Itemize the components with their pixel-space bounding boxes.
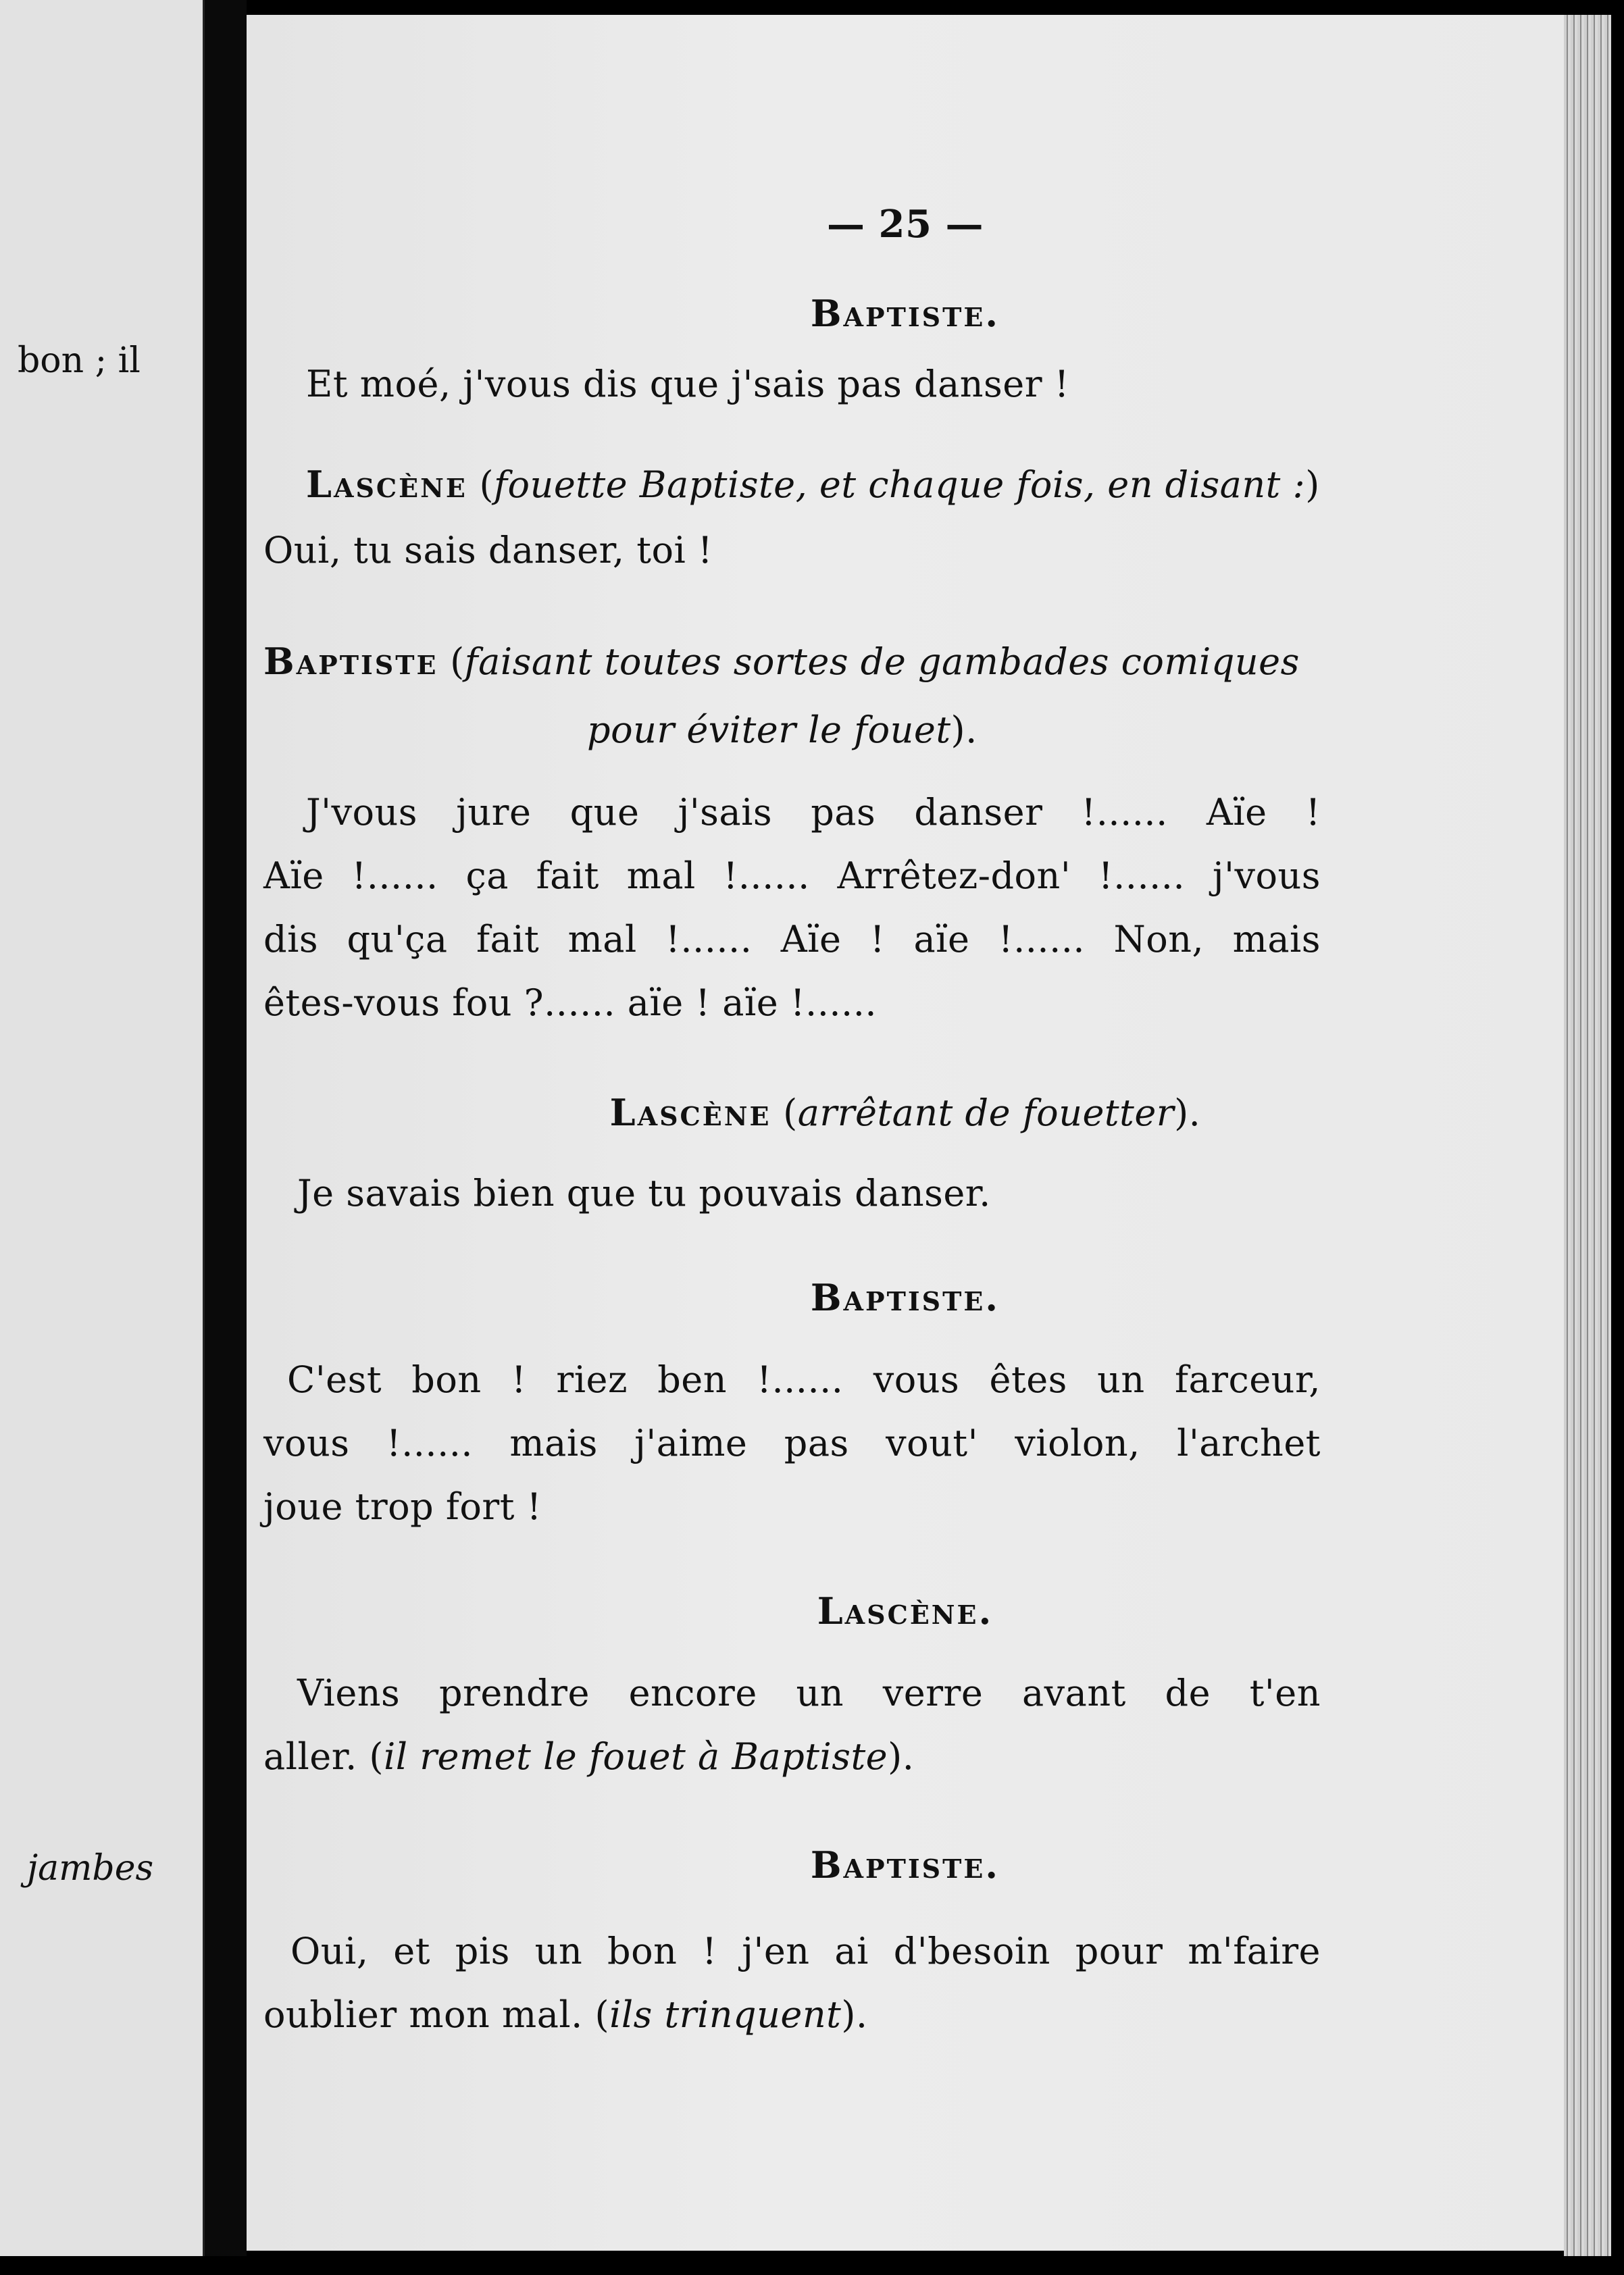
speaker-name: Baptiste. [810, 292, 1000, 335]
stage-paren: ( [467, 463, 494, 506]
book-page [247, 15, 1564, 2251]
dialogue-line: vous !...... mais j'aime pas vout' violon, l'archet [263, 1422, 1321, 1464]
dialogue-line: êtes-vous fou ?...... aïe ! aïe !...... [263, 981, 878, 1024]
scan-border [0, 2256, 1624, 2275]
dialogue-line: Oui, et pis un bon ! j'en ai d'besoin pour m'faire [290, 1930, 1321, 1972]
stage-heading [306, 463, 1320, 506]
dialogue-line: J'vous jure que j'sais pas danser !...... Aïe ! [306, 791, 1321, 834]
dialogue-text: ). [841, 1993, 868, 2036]
dialogue-line: Oui, tu sais danser, toi ! [263, 529, 713, 571]
dialogue-line: C'est bon ! riez ben !...... vous êtes un farceur, [287, 1358, 1321, 1401]
stage-direction: arrêtant de fouetter [797, 1092, 1175, 1134]
stage-paren: ( [771, 1092, 798, 1134]
stage-paren: ). [1174, 1092, 1201, 1134]
stage-direction: il remet le fouet à Baptiste [383, 1735, 888, 1778]
dialogue-line: Je savais bien que tu pouvais danser. [297, 1172, 991, 1215]
speaker-name: Lascène [306, 463, 467, 506]
previous-page-fragment: bon ; il [18, 340, 141, 381]
dialogue-line: Aïe !...... ça fait mal !...... Arrêtez-don' !...... j'vous [263, 854, 1321, 897]
stage-paren: ( [438, 640, 465, 683]
dialogue-line: Et moé, j'vous dis que j'sais pas danser ! [306, 363, 1069, 405]
speaker-name: Baptiste. [810, 1843, 1000, 1887]
page-number: — 25 — [827, 202, 984, 247]
stage-heading [263, 640, 1300, 683]
dialogue-line: joue trop fort ! [263, 1485, 542, 1528]
stage-direction-line [587, 709, 978, 751]
stage-heading [247, 1091, 1564, 1134]
speaker-name: Baptiste. [810, 1276, 1000, 1319]
page-edges [1564, 15, 1611, 2257]
stage-direction: ils trinquent [609, 1993, 842, 2036]
dialogue-line: Viens prendre encore un verre avant de t'en [297, 1672, 1321, 1714]
speaker-name: Lascène. [817, 1589, 994, 1633]
stage-direction: faisant toutes sortes de gambades comiques [464, 640, 1300, 683]
dialogue-line [263, 1993, 868, 2036]
speaker-name: Lascène [609, 1091, 771, 1134]
dialogue-text: aller. ( [263, 1735, 384, 1778]
dialogue-line: dis qu'ça fait mal !...... Aïe ! aïe !...... Non, mais [263, 918, 1321, 961]
speaker-name: Baptiste [263, 640, 438, 683]
dialogue-text: oublier mon mal. ( [263, 1993, 610, 2036]
stage-direction: fouette Baptiste, et chaque fois, en disant : [494, 463, 1306, 506]
previous-page [0, 0, 205, 2263]
previous-page-fragment: jambes [27, 1848, 154, 1889]
book-gutter [205, 0, 247, 2275]
stage-paren: ). [950, 709, 978, 751]
stage-paren: ) [1305, 463, 1320, 506]
dialogue-text: ). [888, 1735, 915, 1778]
stage-direction: pour éviter le fouet [587, 709, 951, 751]
dialogue-line [263, 1735, 915, 1778]
